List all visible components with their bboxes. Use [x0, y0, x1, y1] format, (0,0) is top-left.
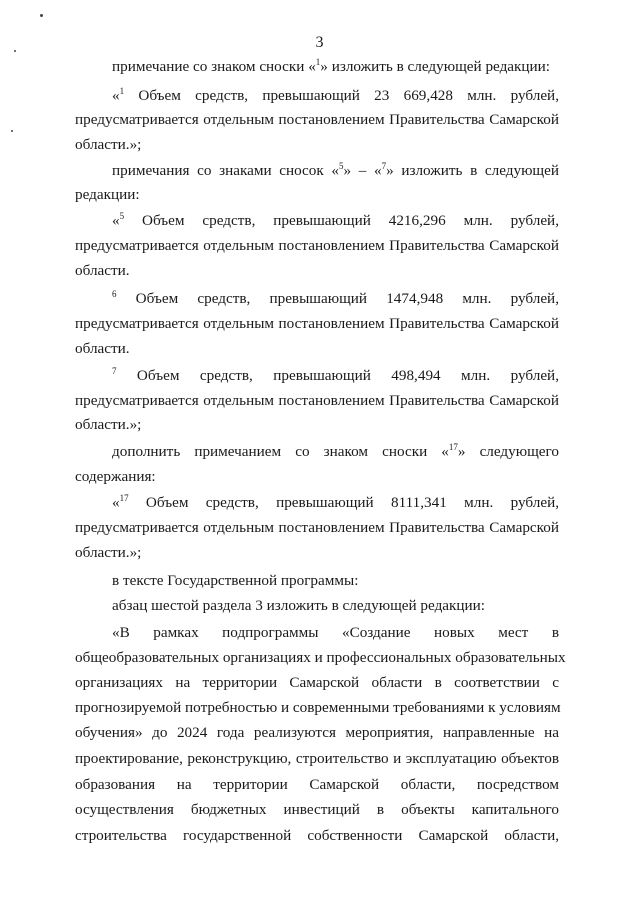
- text: «: [112, 87, 120, 104]
- paragraph-line: области.»;: [75, 416, 142, 433]
- paragraph-line: абзац шестой раздела 3 изложить в следующей редакции:: [112, 597, 486, 614]
- text: «: [112, 212, 120, 229]
- paragraph-line: предусматривается отдельным постановлением Правительства Самарской: [75, 519, 559, 536]
- paragraph-line: [112, 290, 559, 308]
- paragraph-line: «В рамках подпрограммы «Создание новых мест в: [112, 624, 559, 641]
- text: » изложить в следующей: [386, 162, 559, 179]
- paragraph-line: области.: [75, 340, 130, 357]
- paragraph-line: [112, 87, 559, 105]
- scan-speck: [40, 14, 43, 17]
- paragraph-line: предусматривается отдельным постановлением Правительства Самарской: [75, 315, 559, 332]
- footnote-mark: 5: [119, 211, 125, 221]
- text: дополнить примечанием со знаком сноски «: [112, 443, 449, 460]
- paragraph-line: проектирование, реконструкцию, строительство и эксплуатацию объектов: [75, 750, 559, 767]
- text: » изложить в следующей редакции:: [320, 58, 551, 75]
- paragraph-line: [112, 494, 559, 512]
- text: » следующего: [457, 443, 559, 460]
- paragraph-line: области.»;: [75, 136, 142, 153]
- paragraph-line: прогнозируемой потребностью и современными требованиями к условиям: [75, 699, 561, 716]
- text: Объем средств, превышающий 4216,296 млн. рублей,: [124, 212, 559, 229]
- paragraph-line: содержания:: [75, 468, 156, 485]
- paragraph-line: предусматривается отдельным постановлением Правительства Самарской: [75, 392, 559, 409]
- text: » – «: [343, 162, 382, 179]
- text: примечания со знаками сносок «: [112, 162, 340, 179]
- text: «: [112, 494, 120, 511]
- footnote-mark: 17: [448, 442, 458, 452]
- paragraph-line: редакции:: [75, 186, 140, 203]
- footnote-mark: 1: [119, 86, 125, 96]
- paragraph-line: образования на территории Самарской области, посредством: [75, 776, 559, 793]
- text: Объем средств, превышающий 498,494 млн. рублей,: [116, 367, 559, 384]
- paragraph-line: организациях на территории Самарской области в соответствии с: [75, 674, 559, 691]
- paragraph-line: предусматривается отдельным постановлением Правительства Самарской: [75, 237, 559, 254]
- text: Объем средств, превышающий 23 669,428 млн. рублей,: [124, 87, 559, 104]
- paragraph-line: [112, 162, 559, 180]
- text: примечание со знаком сноски «: [112, 58, 316, 75]
- text: Объем средств, превышающий 1474,948 млн. рублей,: [116, 290, 559, 307]
- paragraph-line: в тексте Государственной программы:: [112, 572, 359, 589]
- paragraph-line: предусматривается отдельным постановлением Правительства Самарской: [75, 111, 559, 128]
- text: Объем средств, превышающий 8111,341 млн. рублей,: [128, 494, 559, 511]
- paragraph-line: обучения» до 2024 года реализуются мероприятия, направленные на: [75, 724, 559, 741]
- paragraph-line: осуществления бюджетных инвестиций в объекты капитального: [75, 801, 559, 818]
- scan-speck: [14, 50, 16, 52]
- paragraph-line: общеобразовательных организациях и профессиональных образовательных: [75, 649, 566, 666]
- paragraph-line: строительства государственной собственности Самарской области,: [75, 827, 559, 844]
- footnote-mark: 1: [315, 57, 321, 67]
- paragraph-line: [112, 367, 559, 385]
- footnote-mark: 7: [112, 366, 117, 376]
- page-number: 3: [315, 34, 324, 51]
- footnote-mark: 5: [339, 161, 344, 171]
- paragraph-line: области.»;: [75, 544, 142, 561]
- paragraph-line: области.: [75, 262, 130, 279]
- scan-speck: [11, 130, 13, 132]
- paragraph-line: [112, 58, 559, 76]
- paragraph-line: [112, 443, 559, 461]
- paragraph-line: [112, 212, 559, 230]
- footnote-mark: 6: [112, 289, 117, 299]
- footnote-mark: 7: [381, 161, 387, 171]
- footnote-mark: 17: [119, 493, 129, 503]
